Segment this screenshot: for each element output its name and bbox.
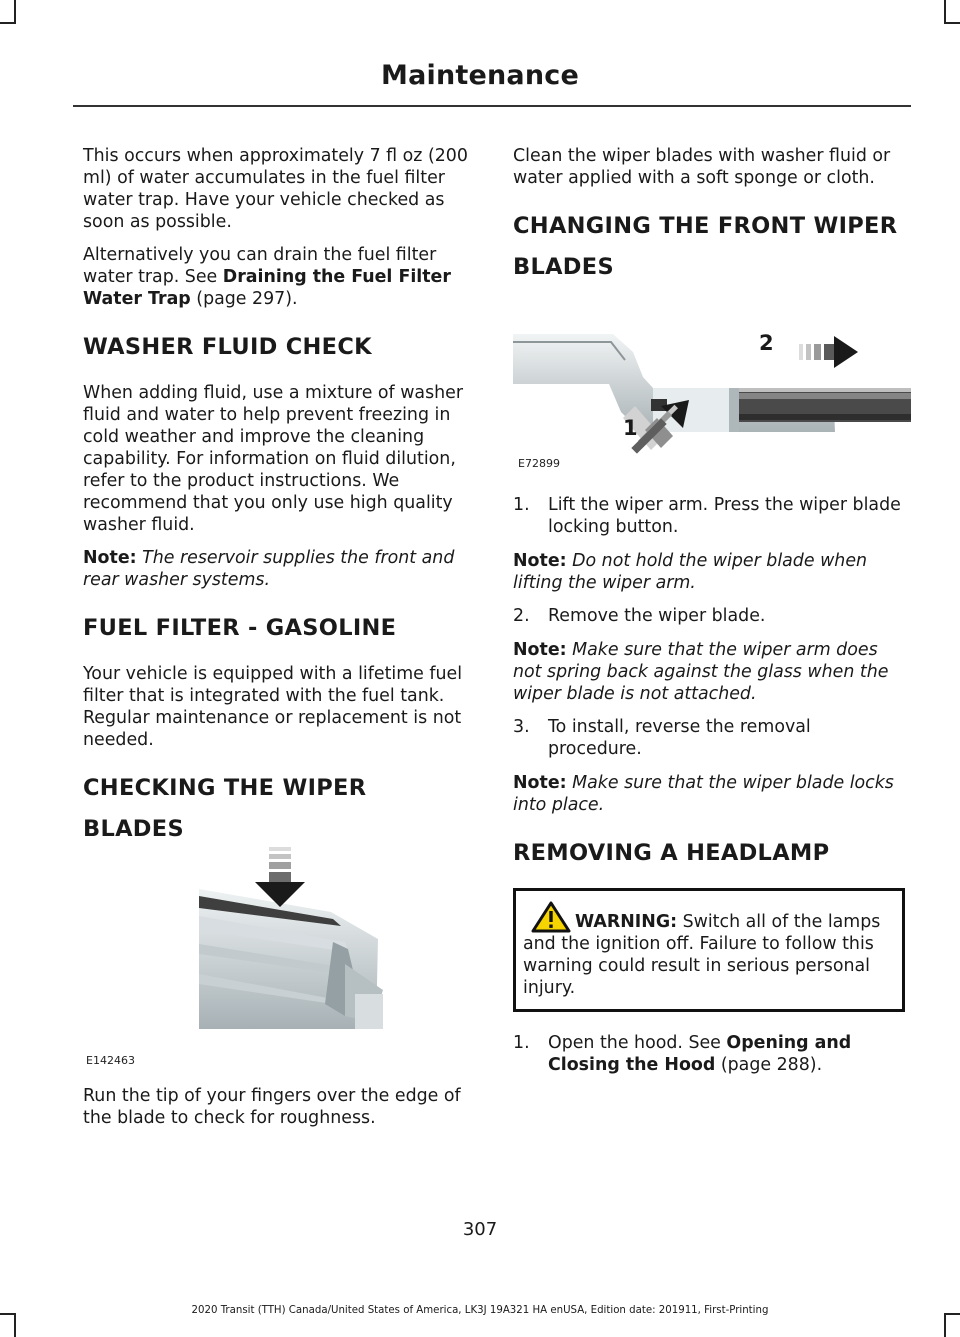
heading-line: CHANGING THE FRONT WIPER xyxy=(513,213,898,239)
page-number: 307 xyxy=(462,1219,498,1240)
fuel-filter-paragraph: Your vehicle is equipped with a lifetime fuel filter that is integrated with the fuel tank. Regular maintenance or replacement is not needed. xyxy=(83,664,463,750)
step-number: 2. xyxy=(513,606,530,626)
edition-line: 2020 Transit (TTH) Canada/United States of America, LK3J 19A321 HA enUSA, Edition date: 201911, First-Printing xyxy=(191,1305,769,1316)
step-text: Remove the wiper blade. xyxy=(548,606,766,626)
crop-mark xyxy=(944,0,946,24)
section-heading-checking xyxy=(83,773,475,844)
page-title: Maintenance xyxy=(381,60,579,91)
step-1 xyxy=(513,494,905,538)
warning-triangle-icon xyxy=(531,901,571,933)
warning-paragraph xyxy=(523,901,895,999)
note-label: Note: xyxy=(83,548,137,568)
wiper-blade-check-figure xyxy=(83,844,475,1080)
figure-code: E142463 xyxy=(86,1054,135,1067)
note-text: Make sure that the wiper blade locks into place. xyxy=(513,773,894,815)
heading-line: CHECKING THE WIPER xyxy=(83,775,367,801)
crop-mark xyxy=(0,22,16,24)
figure-code: E72899 xyxy=(518,457,560,470)
crop-mark xyxy=(944,1313,946,1337)
step-number: 1. xyxy=(513,495,530,515)
crop-mark xyxy=(14,1313,16,1337)
wiper-arm-illustration xyxy=(513,282,911,494)
note-text: The reservoir supplies the front and rear washer systems. xyxy=(83,548,455,590)
step-number: 3. xyxy=(513,717,530,737)
hood-text: Open the hood. See xyxy=(548,1033,727,1053)
wiper-blade-illustration xyxy=(83,844,475,1080)
note-reservoir xyxy=(83,547,475,591)
step-number: 1. xyxy=(513,1033,530,1053)
warning-label: WARNING: xyxy=(575,912,678,932)
section-heading-fuel-filter: FUEL FILTER - GASOLINE xyxy=(83,615,397,641)
heading-line: BLADES xyxy=(83,816,184,842)
note-label: Note: xyxy=(513,551,567,571)
step-2 xyxy=(513,605,905,627)
heading-line: BLADES xyxy=(513,254,614,280)
callout-2: 2 xyxy=(759,331,774,355)
section-heading-washer: WASHER FLUID CHECK xyxy=(83,334,372,360)
header-divider xyxy=(73,105,911,107)
drain-link[interactable]: Draining the Fuel Filter Water Trap xyxy=(83,267,451,309)
hood-link[interactable]: Opening and Closing the Hood xyxy=(548,1033,852,1075)
step-open-hood xyxy=(513,1032,905,1076)
callout-1: 1 xyxy=(623,416,638,440)
wiper-blade-removal-figure xyxy=(513,282,905,494)
step-3 xyxy=(513,716,905,760)
left-column xyxy=(83,145,475,1140)
note-label: Note: xyxy=(513,773,567,793)
hood-page-ref: (page 288). xyxy=(715,1055,823,1075)
note-spring-back xyxy=(513,639,905,705)
step-text: To install, reverse the removal procedure. xyxy=(548,717,811,759)
note-text: Do not hold the wiper blade when lifting the wiper arm. xyxy=(513,551,868,593)
step-text: Lift the wiper arm. Press the wiper blade locking button. xyxy=(548,495,901,537)
warning-text: Switch all of the lamps and the ignition off. Failure to follow this warning could result in serious personal injury. xyxy=(523,912,881,998)
drain-paragraph xyxy=(83,244,475,310)
note-label: Note: xyxy=(513,640,567,660)
check-paragraph: Run the tip of your fingers over the edge of the blade to check for roughness. xyxy=(83,1086,461,1128)
warning-box xyxy=(513,888,905,1012)
washer-paragraph: When adding fluid, use a mixture of washer fluid and water to help prevent freezing in cold weather and improve the cleaning capability. For information on fluid dilution, refer to the product instructions. We recommend that you only use high quality washer fluid. xyxy=(83,383,464,535)
section-heading-headlamp: REMOVING A HEADLAMP xyxy=(513,840,830,866)
right-column xyxy=(513,145,905,1088)
drain-page-ref: (page 297). xyxy=(190,289,298,309)
water-trap-paragraph: This occurs when approximately 7 fl oz (200 ml) of water accumulates in the fuel filter water trap. Have your vehicle checked as soon as possible. xyxy=(83,146,468,232)
crop-mark xyxy=(944,22,960,24)
note-text: Make sure that the wiper arm does not spring back against the glass when the wiper blade is not attached. xyxy=(513,640,889,704)
clean-paragraph: Clean the wiper blades with washer fluid or water applied with a soft sponge or cloth. xyxy=(513,146,891,188)
note-locks xyxy=(513,772,905,816)
step-text xyxy=(548,1032,905,1076)
crop-mark xyxy=(14,0,16,24)
drain-text: Alternatively you can drain the fuel filter water trap. See xyxy=(83,245,437,287)
section-heading-changing xyxy=(513,211,905,282)
note-hold-blade xyxy=(513,550,905,594)
